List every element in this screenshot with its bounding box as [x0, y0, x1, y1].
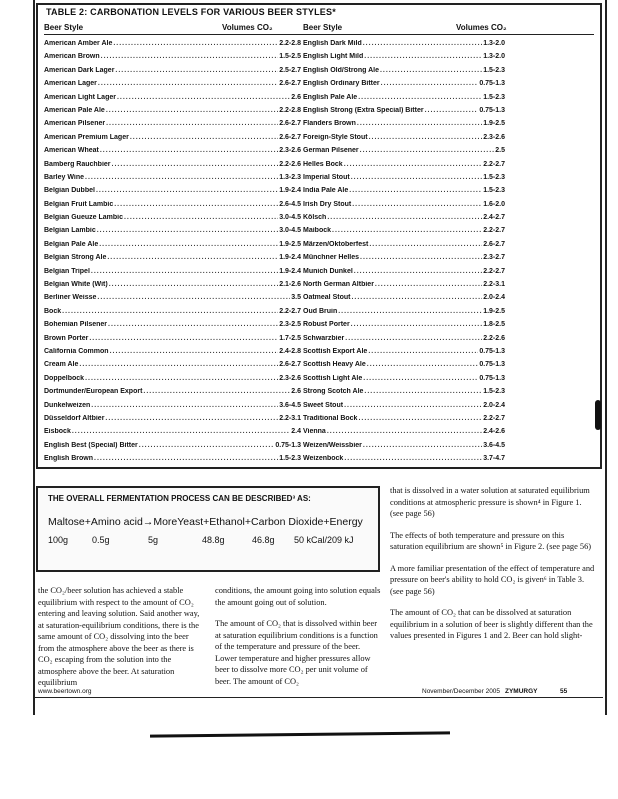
fermentation-equation: Maltose+Amino acid→MoreYeast+Ethanol+Carbon Dioxide+Energy [48, 516, 363, 528]
leader-dots [360, 254, 482, 261]
co2-volume: 2.3-2.6 [483, 133, 505, 141]
beer-style-name: Doppelbock [44, 374, 85, 382]
table-left-column [44, 40, 301, 469]
co2-volume: 2.0-2.4 [483, 401, 505, 409]
beer-style-name: Märzen/Oktoberfest [303, 240, 369, 248]
table-row [44, 67, 301, 80]
carbonation-table [36, 3, 602, 469]
co2-volume: 2.0-2.4 [483, 294, 505, 302]
beer-style-name: English Strong (Extra Special) Bitter [303, 106, 424, 114]
co2-volume: 2.2-2.7 [483, 414, 505, 422]
leader-dots [344, 455, 482, 462]
table-row [303, 442, 505, 455]
co2-volume: 2.4-2.6 [483, 428, 505, 436]
leader-dots [364, 53, 482, 60]
table-row [303, 227, 505, 240]
beer-style-name: Sweet Stout [303, 401, 344, 409]
leader-dots [381, 80, 479, 87]
table-row [44, 321, 301, 334]
leader-dots [94, 455, 278, 462]
leader-dots [85, 375, 278, 382]
leader-dots [112, 161, 279, 168]
col-head-volumes-left: Volumes CO₂ [222, 23, 273, 32]
leader-dots [327, 214, 482, 221]
table-row [303, 294, 505, 307]
co2-volume: 2.3-2.5 [279, 321, 301, 329]
paragraph: conditions, the amount going into solution equals the amount going out of solution. [215, 586, 381, 607]
co2-volume: 0.75-1.3 [479, 80, 505, 88]
beer-style-name: Helles Bock [303, 160, 343, 168]
beer-style-name: Oud Bruin [303, 307, 338, 315]
paragraph: A more familiar presentation of the effect of temperature and pressure on beer's ability to hold CO₂ is given⁶ in Table 3. (see page 56) [390, 563, 595, 596]
table-row [303, 120, 505, 133]
leader-dots [345, 335, 482, 342]
leader-dots [96, 187, 278, 194]
leader-dots [139, 442, 275, 449]
scan-artifact [150, 731, 450, 737]
fermentation-box [36, 486, 380, 572]
beer-style-name: German Pilsener [303, 147, 359, 155]
table-row [303, 335, 505, 348]
co2-volume: 2.3-2.6 [279, 147, 301, 155]
co2-volume: 3.7-4.7 [483, 455, 505, 463]
table-row [44, 134, 301, 147]
co2-volume: 2.6-4.5 [279, 200, 301, 208]
co2-volume: 2.2-2.7 [483, 267, 505, 275]
paragraph: The amount of CO₂ that can be dissolved at saturation equilibrium in a solution of beer is slightly different than the values presented in Figures 1 and 2. Beer can hold slight- [390, 608, 593, 640]
co2-volume: 2.6-2.7 [279, 133, 301, 141]
co2-volume: 1.9-2.4 [279, 187, 301, 195]
table-right-column [303, 40, 505, 469]
ferm-value: 5g [148, 535, 159, 545]
table-row [303, 375, 505, 388]
leader-dots [351, 174, 483, 181]
beer-style-name: Irish Dry Stout [303, 200, 352, 208]
beer-style-name: American Lager [44, 80, 97, 88]
co2-volume: 2.6-2.7 [279, 80, 301, 88]
leader-dots [143, 388, 290, 395]
leader-dots [101, 53, 279, 60]
beer-style-name: Flanders Brown [303, 120, 356, 128]
co2-volume: 2.6 [291, 388, 301, 396]
table-row [303, 134, 505, 147]
leader-dots [369, 134, 483, 141]
leader-dots [117, 94, 290, 101]
beer-style-name: Cream Ale [44, 361, 79, 369]
table-row [44, 375, 301, 388]
table-row [44, 294, 301, 307]
leader-dots [363, 40, 482, 47]
co2-volume: 0.75-1.3 [479, 361, 505, 369]
leader-dots [344, 161, 483, 168]
table-row [303, 348, 505, 361]
beer-style-name: California Common [44, 347, 109, 355]
table-row [303, 415, 505, 428]
beer-style-name: American Dark Lager [44, 66, 115, 74]
beer-style-name: Bamberg Rauchbier [44, 160, 111, 168]
beer-style-name: Barley Wine [44, 173, 85, 181]
beer-style-name: Belgian White (Wit) [44, 281, 108, 289]
co2-volume: 3.0-4.5 [279, 227, 301, 235]
table-row [44, 214, 301, 227]
co2-volume: 2.2-2.8 [279, 40, 301, 47]
table-row [303, 308, 505, 321]
table-row [303, 268, 505, 281]
beer-style-name: Weizen/Weissbier [303, 441, 362, 449]
co2-volume: 2.4-2.8 [279, 347, 301, 355]
ferm-value: 100g [48, 535, 69, 545]
table-row [44, 187, 301, 200]
fermentation-title: THE OVERALL FERMENTATION PROCESS CAN BE DESCRIBED³ AS: [48, 494, 311, 503]
table-row [303, 80, 505, 93]
beer-style-name: American Pilsener [44, 120, 106, 128]
leader-dots [367, 361, 479, 368]
beer-style-name: English Dark Mild [303, 40, 362, 47]
beer-style-name: Strong Scotch Ale [303, 388, 364, 396]
leader-dots [352, 201, 482, 208]
beer-style-name: American Light Lager [44, 93, 116, 101]
leader-dots [115, 67, 278, 74]
table-row [303, 214, 505, 227]
leader-dots [349, 187, 482, 194]
beer-style-name: American Wheat [44, 147, 99, 155]
beer-style-name: Scottish Heavy Ale [303, 361, 366, 369]
ferm-value: 48.8g [202, 535, 225, 545]
table-row [44, 281, 301, 294]
paragraph: The amount of CO₂ that is dissolved within beer at saturation equilibrium conditions is a function of the temperature and pressure of the beer. Lower temperature and higher pressures allow beer to dissolve more CO₂ per unit volume of beer. The amount of CO₂ [215, 619, 378, 686]
co2-volume: 3.5 [291, 294, 301, 302]
beer-style-name: Maibock [303, 227, 332, 235]
leader-dots [99, 241, 278, 248]
table-row [44, 348, 301, 361]
leader-dots [327, 428, 482, 435]
paragraph: The effects of both temperature and pressure on this saturation equilibrium are shown⁵ in Figure 2. (see page 56) [390, 530, 592, 551]
co2-volume: 1.5-2.3 [279, 455, 301, 463]
beer-style-name: English Light Mild [303, 53, 364, 61]
footer-issue: November/December 2005 [422, 688, 501, 695]
table-row [44, 455, 301, 468]
beer-style-name: Schwarzbier [303, 334, 345, 342]
beer-style-name: Kölsch [303, 214, 327, 222]
beer-style-name: Scottish Export Ale [303, 347, 368, 355]
leader-dots [124, 214, 278, 221]
beer-style-name: Imperial Stout [303, 173, 350, 181]
table-row [303, 241, 505, 254]
beer-style-name: American Amber Ale [44, 40, 113, 47]
table-row [44, 94, 301, 107]
table-row [303, 254, 505, 267]
leader-dots [100, 147, 278, 154]
beer-style-name: Belgian Gueuze Lambic [44, 214, 123, 222]
leader-dots [332, 227, 482, 234]
beer-style-name: Belgian Dubbel [44, 187, 95, 195]
co2-volume: 0.75-1.3 [275, 441, 301, 449]
table-row [303, 40, 505, 53]
co2-volume: 1.5-2.3 [483, 388, 505, 396]
leader-dots [130, 134, 278, 141]
table-row [44, 53, 301, 66]
co2-volume: 1.9-2.4 [279, 254, 301, 262]
co2-volume: 2.6-2.7 [279, 361, 301, 369]
co2-volume: 1.5-2.3 [483, 66, 505, 74]
beer-style-name: English Best (Special) Bitter [44, 441, 138, 449]
co2-volume: 1.5-2.3 [483, 173, 505, 181]
middle-text-column [215, 585, 383, 697]
leader-dots [357, 120, 482, 127]
beer-style-name: Belgian Lambic [44, 227, 96, 235]
co2-volume: 2.2-2.8 [279, 106, 301, 114]
beer-style-name: Belgian Pale Ale [44, 240, 99, 248]
table-row [303, 147, 505, 160]
leader-dots [344, 402, 482, 409]
co2-volume: 2.6-2.7 [483, 240, 505, 248]
co2-volume: 1.3-2.3 [279, 173, 301, 181]
col-head-style-left: Beer Style [44, 23, 84, 32]
beer-style-name: Dortmunder/European Export [44, 388, 143, 396]
leader-dots [364, 388, 482, 395]
co2-volume: 2.2-2.6 [279, 160, 301, 168]
leader-dots [62, 308, 278, 315]
beer-style-name: Scottish Light Ale [303, 374, 363, 382]
ferm-value: 50 kCal/209 kJ [294, 535, 354, 545]
table-row [303, 53, 505, 66]
leader-dots [109, 281, 278, 288]
leader-dots [358, 415, 482, 422]
table-row [303, 161, 505, 174]
table-row [44, 40, 301, 53]
co2-volume: 3.6-4.5 [279, 401, 301, 409]
leader-dots [97, 294, 290, 301]
co2-volume: 2.2-3.1 [483, 281, 505, 289]
beer-style-name: North German Altbier [303, 281, 374, 289]
leader-dots [89, 335, 278, 342]
co2-volume: 1.5-2.3 [483, 187, 505, 195]
table-row [303, 94, 505, 107]
table-row [44, 428, 301, 441]
co2-volume: 0.75-1.3 [479, 106, 505, 114]
leader-dots [375, 281, 482, 288]
leader-dots [358, 94, 482, 101]
co2-volume: 0.75-1.3 [479, 374, 505, 382]
table-row [303, 361, 505, 374]
leader-dots [369, 241, 482, 248]
co2-volume: 2.2-2.7 [279, 307, 301, 315]
leader-dots [113, 40, 278, 47]
scan-artifact [595, 400, 601, 430]
leader-dots [363, 442, 482, 449]
leader-dots [363, 375, 478, 382]
ferm-value: 0.5g [92, 535, 110, 545]
co2-volume: 2.2-2.6 [483, 334, 505, 342]
co2-volume: 1.3-2.0 [483, 53, 505, 61]
right-text-column [390, 485, 596, 652]
col-head-style-right: Beer Style [303, 23, 343, 32]
leader-dots [368, 348, 478, 355]
beer-style-name: Brown Porter [44, 334, 89, 342]
table-row [44, 388, 301, 401]
ferm-value: 46.8g [252, 535, 275, 545]
beer-style-name: English Old/Strong Ale [303, 66, 379, 74]
table-row [44, 80, 301, 93]
table-row [44, 161, 301, 174]
beer-style-name: Robust Porter [303, 321, 350, 329]
leader-dots [110, 348, 279, 355]
table-row [44, 254, 301, 267]
co2-volume: 3.0-4.5 [279, 214, 301, 222]
beer-style-name: Belgian Strong Ale [44, 254, 107, 262]
table-row [303, 281, 505, 294]
beer-style-name: Dunkelweizen [44, 401, 91, 409]
table-row [44, 335, 301, 348]
co2-volume: 2.6 [291, 93, 301, 101]
table-row [44, 241, 301, 254]
leader-dots [338, 308, 482, 315]
beer-style-name: Weizenbock [303, 455, 344, 463]
beer-style-name: Traditional Bock [303, 414, 358, 422]
footer-website: www.beertown.org [38, 688, 92, 695]
beer-style-name: Berliner Weisse [44, 294, 97, 302]
table-row [44, 415, 301, 428]
beer-style-name: Münchner Helles [303, 254, 360, 262]
table-row [303, 174, 505, 187]
leader-dots [91, 268, 278, 275]
leader-dots [105, 415, 278, 422]
table-row [44, 201, 301, 214]
beer-style-name: India Pale Ale [303, 187, 349, 195]
co2-volume: 2.1-2.6 [279, 281, 301, 289]
table-row [303, 402, 505, 415]
table-row [303, 388, 505, 401]
paragraph: the CO₂/beer solution has achieved a stable equilibrium with respect to the amount of CO₂ entering and leaving solution. Said another way, at saturation-equilibrium conditions, there is the same amount of CO₂ dissolving into the beer from the atmosphere above the beer as there is CO₂ escaping from the solution into the atmosphere above the beer. At saturation equilibrium [38, 586, 200, 687]
footer-page-number: 55 [560, 688, 568, 695]
footer-rule [35, 697, 603, 698]
table-row [44, 120, 301, 133]
table-row [303, 67, 505, 80]
leader-dots [351, 294, 482, 301]
leader-dots [97, 227, 278, 234]
beer-style-name: Bohemian Pilsener [44, 321, 108, 329]
leader-dots [98, 80, 278, 87]
co2-volume: 1.3-2.0 [483, 40, 505, 47]
co2-volume: 2.3-2.7 [483, 254, 505, 262]
beer-style-name: Bock [44, 307, 62, 315]
leader-dots [72, 428, 290, 435]
co2-volume: 1.7-2.5 [279, 334, 301, 342]
co2-volume: 1.8-2.5 [483, 321, 505, 329]
table-row [44, 147, 301, 160]
co2-volume: 1.6-2.0 [483, 200, 505, 208]
co2-volume: 0.75-1.3 [479, 347, 505, 355]
table-row [44, 107, 301, 120]
beer-style-name: Vienna [303, 428, 326, 436]
beer-style-name: Belgian Fruit Lambic [44, 200, 114, 208]
beer-style-name: English Pale Ale [303, 93, 358, 101]
co2-volume: 3.6-4.5 [483, 441, 505, 449]
co2-volume: 1.9-2.4 [279, 267, 301, 275]
co2-volume: 1.9-2.5 [483, 120, 505, 128]
leader-dots [106, 107, 278, 114]
co2-volume: 2.4 [291, 428, 301, 436]
leader-dots [380, 67, 482, 74]
leader-dots [108, 321, 278, 328]
leader-dots [79, 361, 278, 368]
left-text-column [38, 585, 206, 699]
co2-volume: 2.2-3.1 [279, 414, 301, 422]
beer-style-name: Eisbock [44, 428, 71, 436]
header-rule [44, 34, 594, 35]
table-row [44, 361, 301, 374]
beer-style-name: Oatmeal Stout [303, 294, 351, 302]
table-row [44, 174, 301, 187]
leader-dots [351, 321, 483, 328]
table-row [303, 455, 505, 468]
co2-volume: 2.6-2.7 [279, 120, 301, 128]
table-row [44, 402, 301, 415]
beer-style-name: Düsseldorf Altbier [44, 414, 105, 422]
beer-style-name: Belgian Tripel [44, 267, 90, 275]
paragraph: that is dissolved in a water solution at saturated equilibrium conditions at atmospheric pressure is shown⁴ in Figure 1. (see page 56) [390, 486, 590, 518]
leader-dots [85, 174, 278, 181]
co2-volume: 1.9-2.5 [279, 240, 301, 248]
beer-style-name: Munich Dunkel [303, 267, 353, 275]
beer-style-name: English Brown [44, 455, 93, 463]
beer-style-name: American Brown [44, 53, 100, 61]
leader-dots [354, 268, 482, 275]
co2-volume: 2.3-2.6 [279, 374, 301, 382]
col-head-volumes-right: Volumes CO₂ [456, 23, 507, 32]
beer-style-name: American Pale Ale [44, 106, 105, 114]
co2-volume: 1.5-2.5 [279, 53, 301, 61]
co2-volume: 2.5-2.7 [279, 66, 301, 74]
co2-volume: 2.4-2.7 [483, 214, 505, 222]
co2-volume: 2.2-2.7 [483, 227, 505, 235]
co2-volume: 2.2-2.7 [483, 160, 505, 168]
table-row [44, 308, 301, 321]
leader-dots [107, 254, 278, 261]
footer-magazine: ZYMURGY [505, 688, 538, 695]
co2-volume: 2.5 [495, 147, 505, 155]
table-row [44, 268, 301, 281]
leader-dots [91, 402, 278, 409]
table-row [303, 187, 505, 200]
table-row [44, 442, 301, 455]
leader-dots [106, 120, 278, 127]
co2-volume: 1.9-2.5 [483, 307, 505, 315]
table-row [303, 321, 505, 334]
table-title: TABLE 2: CARBONATION LEVELS FOR VARIOUS BEER STYLES* [46, 7, 336, 17]
table-row [303, 107, 505, 120]
beer-style-name: American Premium Lager [44, 133, 129, 141]
table-row [303, 201, 505, 214]
beer-style-name: English Ordinary Bitter [303, 80, 380, 88]
leader-dots [425, 107, 479, 114]
co2-volume: 1.5-2.3 [483, 93, 505, 101]
table-row [303, 428, 505, 441]
leader-dots [114, 201, 278, 208]
beer-style-name: Foreign-Style Stout [303, 133, 368, 141]
table-row [44, 227, 301, 240]
leader-dots [360, 147, 495, 154]
